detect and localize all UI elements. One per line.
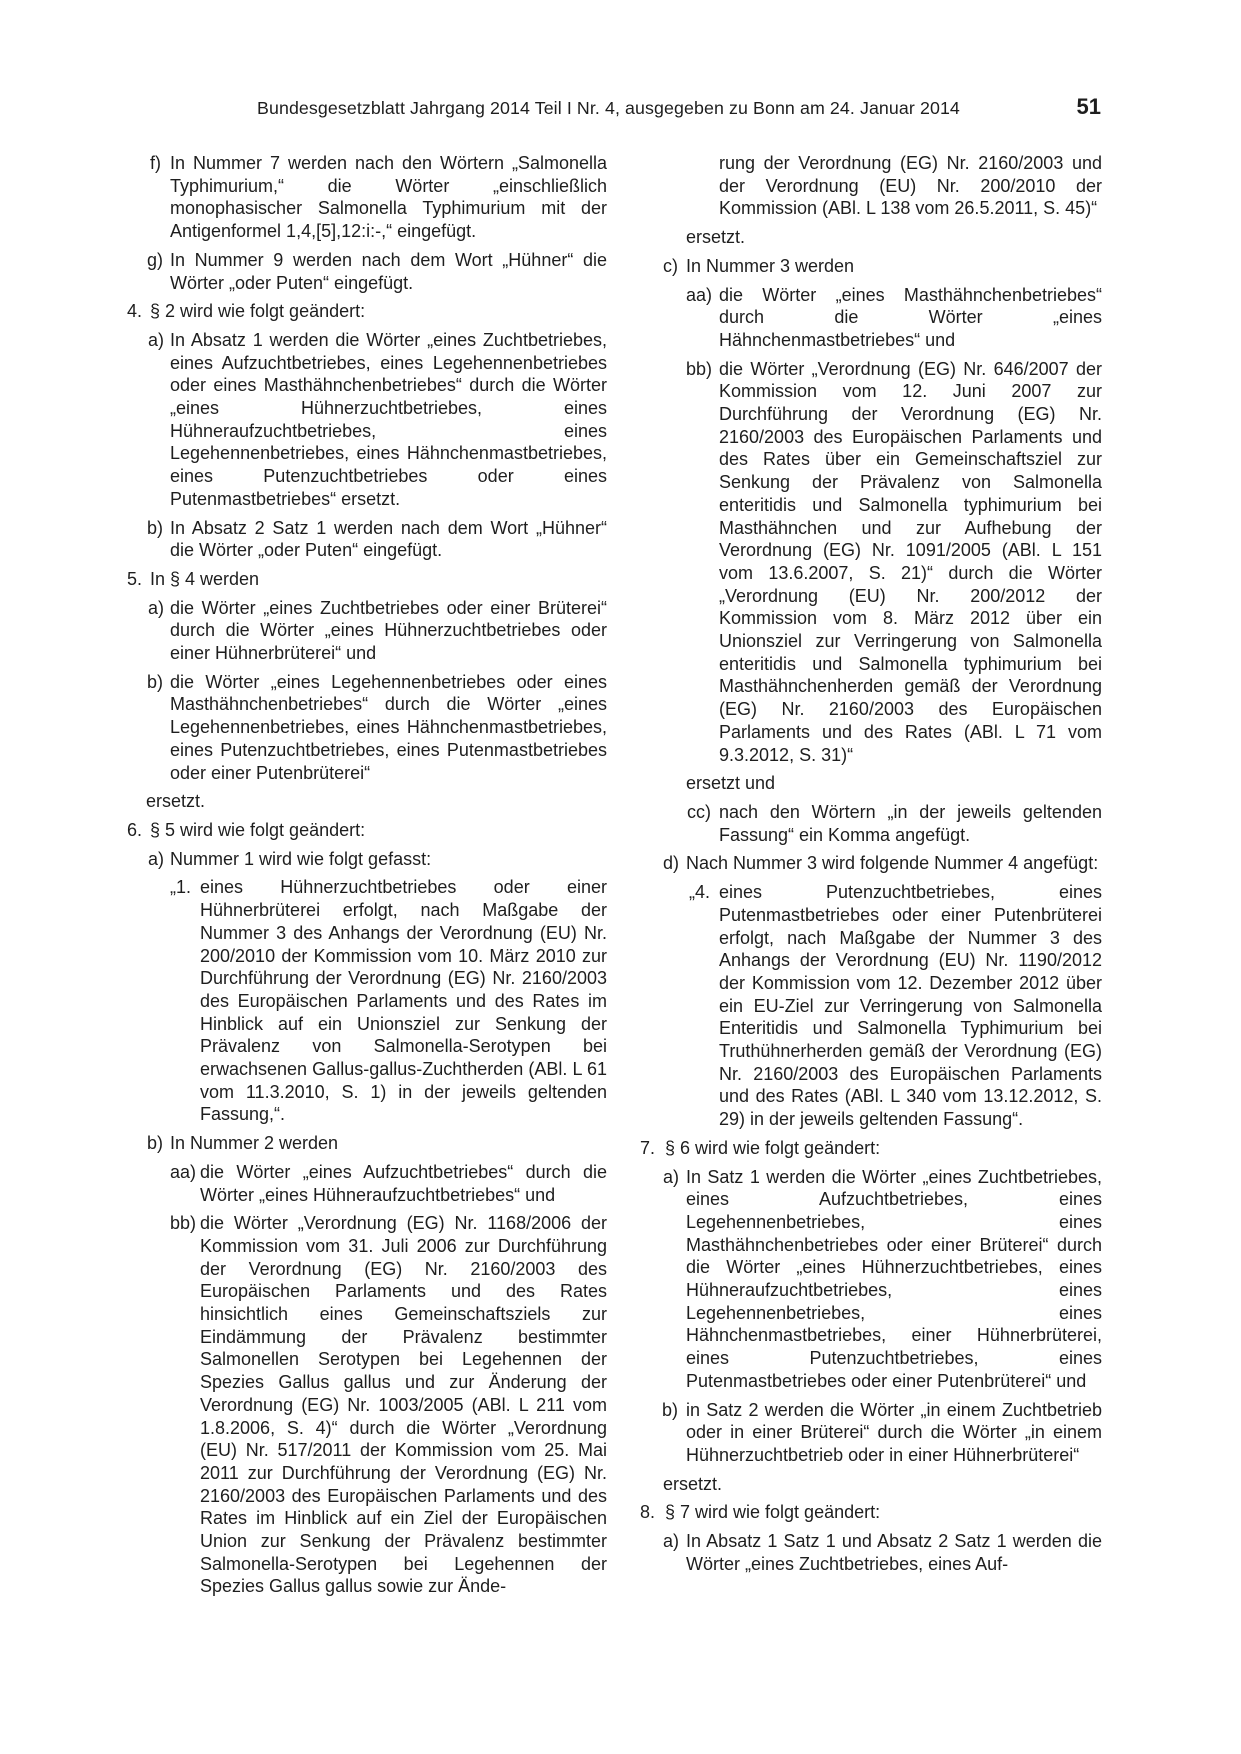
item-text: Nummer 1 wird wie folgt gefasst:	[170, 848, 432, 869]
ersetzt-text: ersetzt.	[146, 791, 206, 812]
item-6b-aa	[137, 1161, 607, 1206]
ersetzt-text: ersetzt.	[663, 1473, 723, 1494]
item-label: f)	[150, 153, 161, 173]
item-text: eines Hühnerzuchtbetriebes oder einer Hühnerbrüterei erfolgt, nach Maßgabe der Nummer 3 des Anhangs der Verordnung (EU) Nr. 200/2010 der Kommission vom 10. März 2010 zur Durchführung der Verordnung (EG) Nr. 2160/2003 des Europäischen Parlaments und des Rates im Hinblick auf ein Unionsziel zur Senkung der Prävalenz von Salmonella-Serotypen bei erwachsenen Gallus-gallus-Zuchtherden (ABl. L 61 vom 11.3.2010, S. 1) in der jeweils geltenden Fassung,“.	[200, 877, 607, 1125]
item-f	[137, 152, 607, 243]
item-text: § 6 wird wie folgt geändert:	[665, 1137, 881, 1158]
item-g	[137, 249, 607, 294]
item-label: b)	[147, 671, 164, 692]
item-8	[642, 1501, 1102, 1524]
item-label: 8.	[640, 1502, 656, 1523]
item-6a-1	[137, 876, 607, 1126]
item-7a	[642, 1166, 1102, 1393]
item-text: die Wörter „Verordnung (EG) Nr. 646/2007 der Kommission vom 12. Juni 2007 zur Durchführung der Verordnung (EG) Nr. 2160/2003 des Europäischen Parlaments und des Rates über ein Gemeinschaftsziel zur Senkung der Prävalenz von Salmonella enteritidis und Salmonella typhimurium bei Masthähnchen und zur Aufhebung der Verordnung (EG) Nr. 1091/2005 (ABl. L 151 vom 13.6.2007, S. 21)“ durch die Wörter „Verordnung (EU) Nr. 200/2012 der Kommission vom 8. März 2012 über ein Unionsziel zur Verringerung von Salmonella enteritidis und Salmonella typhimurium bei Masthähnchenherden gemäß der Verordnung (EG) Nr. 2160/2003 des Europäischen Parlaments und des Rates (ABl. L 71 vom 9.3.2012, S. 31)“	[719, 358, 1102, 765]
item-d	[642, 852, 1102, 875]
item-label: 4.	[127, 301, 143, 322]
item-4a	[137, 329, 607, 511]
item-label: 6.	[127, 819, 143, 840]
item-c-cc	[642, 801, 1102, 846]
item-label: a)	[148, 597, 165, 618]
item-label: „4.	[689, 882, 711, 903]
item-text: die Wörter „eines Masthähnchenbetriebes“ durch die Wörter „eines Hähnchenmastbetriebes“ und	[719, 284, 1102, 350]
item-text: In Nummer 3 werden	[686, 255, 855, 276]
item-4b	[137, 517, 607, 562]
item-label: a)	[663, 1166, 680, 1187]
item-label: 7.	[640, 1137, 656, 1158]
item-text: In Absatz 1 Satz 1 und Absatz 2 Satz 1 werden die Wörter „eines Zuchtbetriebes, eines Auf-	[686, 1531, 1102, 1574]
ersetzt-text: ersetzt.	[686, 227, 746, 248]
item-text: § 5 wird wie folgt geändert:	[150, 819, 366, 840]
item-c	[642, 255, 1102, 278]
item-6a	[137, 848, 607, 871]
item-text: in Satz 2 werden die Wörter „in einem Zuchtbetrieb oder in einer Brüterei“ durch die Wörter „in einem Hühnerzuchtbetrieb oder in einer Hühnerbrüterei“	[686, 1399, 1102, 1465]
item-c-aa	[642, 284, 1102, 352]
item-4	[127, 300, 607, 323]
continuation-text	[642, 152, 1102, 220]
item-text: Nach Nummer 3 wird folgende Nummer 4 angefügt:	[686, 853, 1099, 874]
item-text: In Satz 1 werden die Wörter „eines Zuchtbetriebes, eines Aufzuchtbetriebes, eines Legehennenbetriebes, eines Masthähnchenbetriebes oder einer Brüterei“ durch die Wörter „eines Hühnerzuchtbetriebes, eines Hühneraufzuchtbetriebes, eines Legehennenbetriebes, eines Hähnchenmastbetriebes, einer Hühnerbrüterei, eines Putenzuchtbetriebes, eines Putenmastbetriebes oder einer Putenbrüterei“ und	[686, 1166, 1102, 1391]
item-label: 5.	[127, 568, 143, 589]
item-label: a)	[148, 329, 165, 350]
item-c-ersetzt	[642, 772, 1102, 795]
item-6b-bb	[137, 1212, 607, 1598]
item-label: aa)	[170, 1161, 197, 1182]
item-label: b)	[662, 1399, 679, 1420]
ersetzt-text: ersetzt und	[686, 773, 776, 794]
item-label: b)	[147, 517, 164, 538]
item-text: die Wörter „eines Legehennenbetriebes oder eines Masthähnchenbetriebes“ durch die Wörter „eines Legehennenbetriebes, eines Hähnchenmastbetriebes, eines Putenzuchtbetriebes, eines Putenmastbetriebes oder einer Putenbrüterei“	[170, 671, 607, 783]
item-6	[127, 819, 607, 842]
item-8a	[642, 1530, 1102, 1575]
item-text: In Nummer 9 werden nach dem Wort „Hühner“ die Wörter „oder Puten“ eingefügt.	[170, 249, 607, 293]
item-7-ersetzt	[642, 1473, 1102, 1496]
continuation-ersetzt	[642, 226, 1102, 249]
item-text: In Absatz 2 Satz 1 werden nach dem Wort „Hühner“ die Wörter „oder Puten“ eingefügt.	[170, 517, 607, 561]
item-text: eines Putenzuchtbetriebes, eines Putenmastbetriebes oder einer Putenbrüterei erfolgt, nach Maßgabe der Nummer 3 des Anhangs der Verordnung (EU) Nr. 1190/2012 der Kommission vom 12. Dezember 2012 über ein EU-Ziel zur Verringerung von Salmonella Enteritidis und Salmonella Typhimurium bei Truthühnerherden gemäß der Verordnung (EG) Nr. 2160/2003 des Europäischen Parlaments und des Rates (ABl. L 340 vom 13.12.2012, S. 29) in der jeweils geltenden Fassung“.	[719, 882, 1102, 1130]
page-number: 51	[1076, 94, 1101, 119]
item-text: rung der Verordnung (EG) Nr. 2160/2003 und der Verordnung (EU) Nr. 200/2010 der Kommission (ABl. L 138 vom 26.5.2011, S. 45)“	[719, 153, 1102, 219]
item-label: bb)	[170, 1213, 197, 1234]
item-7	[642, 1137, 1102, 1160]
item-label: c)	[663, 255, 678, 276]
item-5	[127, 568, 607, 591]
item-d-4	[642, 881, 1102, 1131]
item-text: In § 4 werden	[150, 568, 260, 589]
item-6b	[137, 1132, 607, 1155]
item-text: § 7 wird wie folgt geändert:	[665, 1502, 881, 1523]
item-text: In Nummer 7 werden nach den Wörtern „Salmonella Typhimurium,“ die Wörter „einschließlich monophasischer Salmonella Typhimurium mit der Antigenformel 1,4,[5],12:i:-,“ eingefügt.	[170, 153, 607, 242]
right-column	[642, 152, 1102, 1575]
item-label: a)	[148, 848, 165, 869]
item-label: d)	[663, 853, 680, 874]
item-text: § 2 wird wie folgt geändert:	[150, 301, 366, 322]
item-text: die Wörter „eines Aufzuchtbetriebes“ durch die Wörter „eines Hühneraufzuchtbetriebes“ und	[200, 1161, 607, 1205]
item-text: die Wörter „eines Zuchtbetriebes oder einer Brüterei“ durch die Wörter „eines Hühnerzuchtbetriebes oder einer Hühnerbrüterei“ und	[170, 597, 607, 664]
item-label: bb)	[686, 358, 713, 379]
item-text: In Nummer 2 werden	[170, 1133, 339, 1154]
item-label: aa)	[686, 284, 713, 305]
item-5-ersetzt	[137, 790, 607, 813]
item-label: „1.	[170, 877, 192, 898]
item-5b	[137, 671, 607, 785]
item-7b	[642, 1399, 1102, 1467]
item-label: a)	[663, 1531, 680, 1552]
item-text: nach den Wörtern „in der jeweils geltenden Fassung“ ein Komma angefügt.	[719, 801, 1102, 845]
left-column	[127, 152, 607, 1598]
page-header	[0, 94, 1241, 128]
item-text: die Wörter „Verordnung (EG) Nr. 1168/2006 der Kommission vom 31. Juli 2006 zur Durchführung der Verordnung (EG) Nr. 2160/2003 des Europäischen Parlaments und des Rates hinsichtlich eines Gemeinschaftsziels zur Eindämmung der Prävalenz bestimmter Salmonellen Serotypen bei Legehennen der Spezies Gallus gallus und zur Änderung der Verordnung (EG) Nr. 1003/2005 (ABl. L 211 vom 1.8.2006, S. 4)“ durch die Wörter „Verordnung (EU) Nr. 517/2011 der Kommission vom 25. Mai 2011 zur Durchführung der Verordnung (EG) Nr. 2160/2003 des Europäischen Parlaments und des Rates im Hinblick auf ein Ziel der Europäischen Union zur Senkung der Prävalenz bestimmter Salmonella-Serotypen bei Legehennen der Spezies Gallus gallus sowie zur Ände-	[200, 1213, 607, 1597]
item-5a	[137, 597, 607, 665]
item-label: g)	[147, 249, 164, 270]
item-text: In Absatz 1 werden die Wörter „eines Zuchtbetriebes, eines Aufzuchtbetriebes, eines Legehennenbetriebes oder eines Masthähnchenbetriebes“ durch die Wörter „eines Hühnerzuchtbetriebes, eines Hühneraufzuchtbetriebes, eines Legehennenbetriebes, eines Hähnchenmastbetriebes, eines Putenzuchtbetriebes oder eines Putenmastbetriebes“ ersetzt.	[170, 329, 607, 509]
item-label: cc)	[687, 801, 711, 822]
item-label: b)	[147, 1133, 164, 1154]
running-header-title: Bundesgesetzblatt Jahrgang 2014 Teil I Nr. 4, ausgegeben zu Bonn am 24. Januar 2014	[257, 98, 960, 118]
item-c-bb	[642, 358, 1102, 767]
